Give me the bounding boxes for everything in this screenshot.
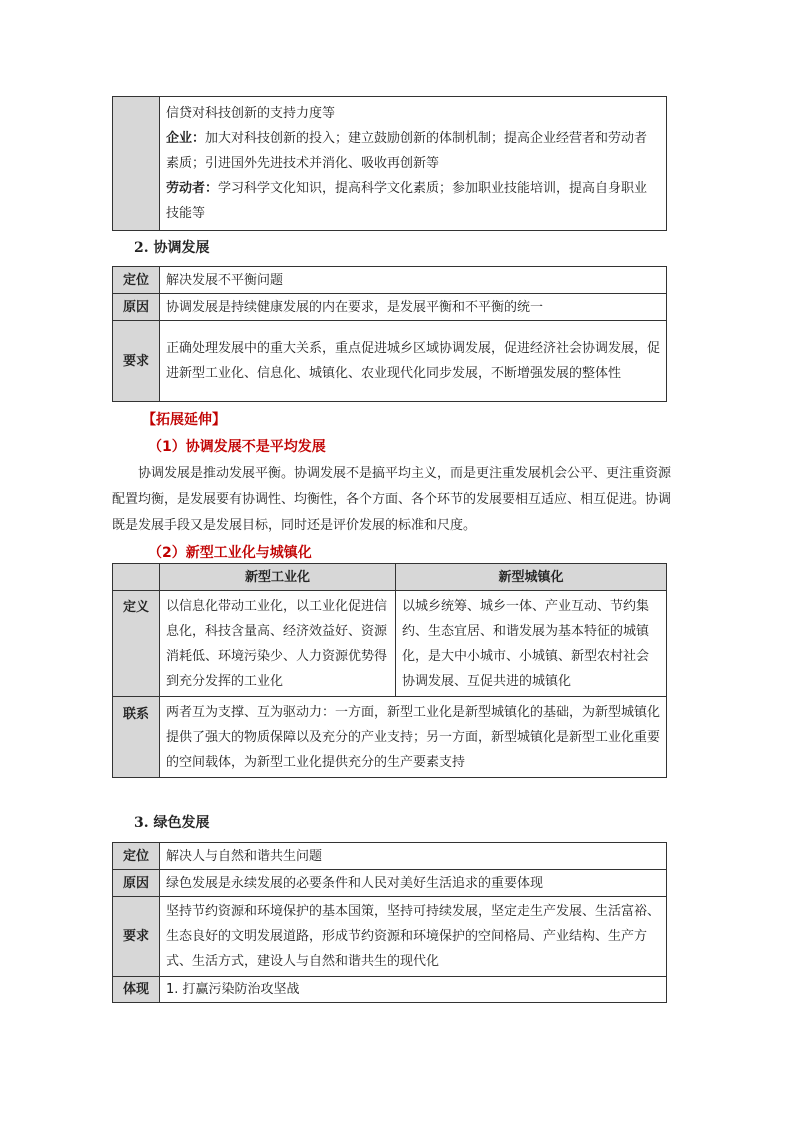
green-row-label-manifestation: 体现 (113, 977, 160, 1003)
enterprise-text: 加大对科技创新的投入；建立鼓励创新的体制机制；提高企业经营者和劳动者素质；引进国外先进技术并消化、吸收再创新等 (166, 131, 648, 171)
relation-text: 两者互为支撑、互为驱动力：一方面，新型工业化是新型城镇化的基础，为新型城镇化提供了强大的物质保障以及充分的产业支持；另一方面，新型城镇化是新型工业化重要的空间载体，为新型工业化提供充分的生产要素支持 (160, 697, 667, 778)
row-label-relation: 联系 (113, 697, 160, 778)
section-title-green: 3. 绿色发展 (134, 815, 210, 831)
row-text-requirement: 正确处理发展中的重大关系，重点促进城乡区域协调发展，促进经济社会协调发展，促进新型工业化、信息化、城镇化、农业现代化同步发展，不断增强发展的整体性 (160, 321, 667, 402)
innovation-measures-table (112, 96, 667, 231)
row-text-reason: 协调发展是持续健康发展的内在要求，是发展平衡和不平衡的统一 (160, 294, 667, 321)
measures-cell (160, 97, 667, 231)
green-row-label-reason: 原因 (113, 870, 160, 897)
category-cell (113, 97, 160, 231)
definition-industrialization: 以信息化带动工业化，以工业化促进信息化，科技含量高、经济效益好、资源消耗低、环境污染少、人力资源优势得到充分发挥的工业化 (160, 591, 396, 697)
green-development-table (112, 842, 667, 1003)
row-text-positioning: 解决发展不平衡问题 (160, 267, 667, 294)
worker-measures (166, 176, 660, 226)
worker-text: 学习科学文化知识，提高科学文化素质；参加职业技能培训，提高自身职业技能等 (166, 181, 648, 221)
definition-urbanization: 以城乡统筹、城乡一体、产业互动、节约集约、生态宜居、和谐发展为基本特征的城镇化，是大中小城市、小城镇、新型农村社会协调发展、互促共进的城镇化 (396, 591, 667, 697)
enterprise-measures (166, 126, 660, 176)
column-header-industrialization: 新型工业化 (160, 564, 396, 591)
industrialization-urbanization-table (112, 563, 667, 778)
green-row-text-manifestation: 1. 打赢污染防治攻坚战 (160, 977, 667, 1003)
row-label-positioning: 定位 (113, 267, 160, 294)
enterprise-label: 企业： (166, 131, 206, 146)
coordinated-development-table (112, 266, 667, 402)
row-label-requirement: 要求 (113, 321, 160, 402)
green-row-text-positioning: 解决人与自然和谐共生问题 (160, 843, 667, 870)
extension-paragraph: 协调发展是推动发展平衡。协调发展不是搞平均主义，而是更注重发展机会公平、更注重资源配置均衡，是发展要有协调性、均衡性，各个方面、各个环节的发展要相互适应、相互促进。协调既是发展手段又是发展目标，同时还是评价发展的标准和尺度。 (112, 466, 672, 533)
measures-line-1: 信贷对科技创新的支持力度等 (166, 106, 336, 121)
row-label-definition: 定义 (113, 591, 160, 697)
row-label-reason: 原因 (113, 294, 160, 321)
green-row-text-requirement: 坚持节约资源和环境保护的基本国策，坚持可持续发展，坚定走生产发展、生活富裕、生态良好的文明发展道路，形成节约资源和环境保护的空间格局、产业结构、生产方式、生活方式，建设人与自然和谐共生的现代化 (160, 897, 667, 977)
worker-label: 劳动者： (166, 181, 219, 196)
extension-subheading-1: （1）协调发展不是平均发展 (148, 439, 326, 455)
column-header-urbanization: 新型城镇化 (396, 564, 667, 591)
extension-subheading-2: （2）新型工业化与城镇化 (148, 545, 312, 561)
corner-cell (113, 564, 160, 591)
section-title-coordinated: 2. 协调发展 (134, 240, 210, 256)
green-row-label-requirement: 要求 (113, 897, 160, 977)
green-row-label-positioning: 定位 (113, 843, 160, 870)
green-row-text-reason: 绿色发展是永续发展的必要条件和人民对美好生活追求的重要体现 (160, 870, 667, 897)
extension-heading: 【拓展延伸】 (142, 412, 226, 428)
